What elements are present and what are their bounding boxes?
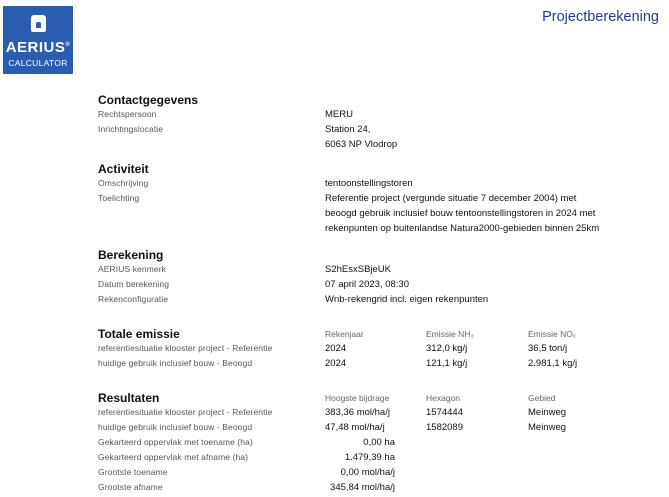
field-value: 07 april 2023, 08:30 [325,279,409,290]
field-label: Rekenconfiguratie [98,294,169,304]
row-label: huidige gebruik inclusief bouw - Beoogd [98,422,253,432]
field-value: tentoonstellingstoren [325,178,413,189]
section-title: Berekening [98,248,164,262]
activity-row [98,191,669,206]
column-header: Emissie NH₃ [426,329,474,339]
field-value: Station 24, [325,124,371,135]
summary-value: 345,84 mol/ha/j [330,482,395,493]
summary-row [98,435,669,450]
table-row [98,356,669,371]
cell-year: 2024 [325,358,347,369]
field-value: Referentie project (vergunde situatie 7 december 2004) met [325,193,577,204]
section-title: Resultaten [98,391,160,405]
field-label: AERIUS kenmerk [98,264,167,274]
cell-nh3: 121,1 kg/j [426,358,468,369]
cell-highest-contribution: 383,36 mol/ha/j [325,407,390,418]
activity-row [98,221,669,236]
cell-nox: 2.981,1 kg/j [528,358,578,369]
field-label: Rechtspersoon [98,109,157,119]
calculation-row [98,262,669,277]
cell-year: 2024 [325,343,347,354]
logo-subtitle: CALCULATOR [8,58,68,68]
section-results [98,391,669,495]
summary-value: 0,00 mol/ha/j [340,467,395,478]
contact-row [98,137,669,152]
field-value: beoogd gebruik inclusief bouw tentoonstellingstoren in 2024 met [325,208,596,219]
row-label: Grootste toename [98,467,168,477]
field-value: Wnb-rekengrid incl. eigen rekenpunten [325,294,489,305]
cell-nox: 36,5 ton/j [528,343,568,354]
field-label: Toelichting [98,193,140,203]
row-label: Gekarteerd oppervlak met afname (ha) [98,452,249,462]
column-header: Hoogste bijdrage [325,393,390,403]
summary-row [98,465,669,480]
row-label: referentiesituatie klooster project - Referentie [98,407,273,417]
summary-value: 1.479,39 ha [344,452,395,463]
row-label: Gekarteerd oppervlak met toename (ha) [98,437,253,447]
section-title: Totale emissie [98,327,180,341]
summary-row [98,480,669,495]
cell-hexagon: 1574444 [426,407,463,418]
field-value: 6063 NP Vlodrop [325,139,398,150]
row-label: Grootste afname [98,482,163,492]
contact-row [98,107,669,122]
calculation-row [98,292,669,307]
activity-row [98,176,669,191]
activity-row [98,206,669,221]
emission-header-row [98,327,669,341]
section-contact [98,93,669,152]
table-row [98,405,669,420]
column-header: Emissie NOₓ [528,329,576,339]
table-row [98,341,669,356]
field-label: Datum berekening [98,279,170,289]
column-header: Rekenjaar [325,329,364,339]
cell-area: Meinweg [528,407,567,418]
section-activity [98,162,669,236]
cell-nh3: 312,0 kg/j [426,343,468,354]
aerius-calculator-logo [3,6,73,74]
column-header: Hexagon [426,393,461,403]
row-label: referentiesituatie klooster project - Referentie [98,343,273,353]
summary-value: 0,00 ha [363,437,395,448]
cell-area: Meinweg [528,422,567,433]
aerius-logo-icon [31,15,46,32]
contact-row [98,122,669,137]
logo-name: AERIUS® [5,39,71,56]
document-title: Projectberekening [542,9,659,25]
row-label: huidige gebruik inclusief bouw - Beoogd [98,358,253,368]
cell-highest-contribution: 47,48 mol/ha/j [325,422,385,433]
column-header: Gebied [528,393,556,403]
results-header-row [98,391,669,405]
field-label: Inrichtingslocatie [98,124,164,134]
table-row [98,420,669,435]
section-calculation [98,248,669,307]
section-total-emission [98,327,669,371]
section-title: Contactgegevens [98,93,199,107]
cell-hexagon: 1582089 [426,422,463,433]
summary-row [98,450,669,465]
field-value: rekenpunten op buitenlandse Natura2000-gebieden binnen 25km [325,223,600,234]
field-value: S2hEsxSBjeUK [325,264,392,275]
section-title: Activiteit [98,162,149,176]
field-label: Omschrijving [98,178,149,188]
calculation-row [98,277,669,292]
field-value: MERU [325,109,353,120]
